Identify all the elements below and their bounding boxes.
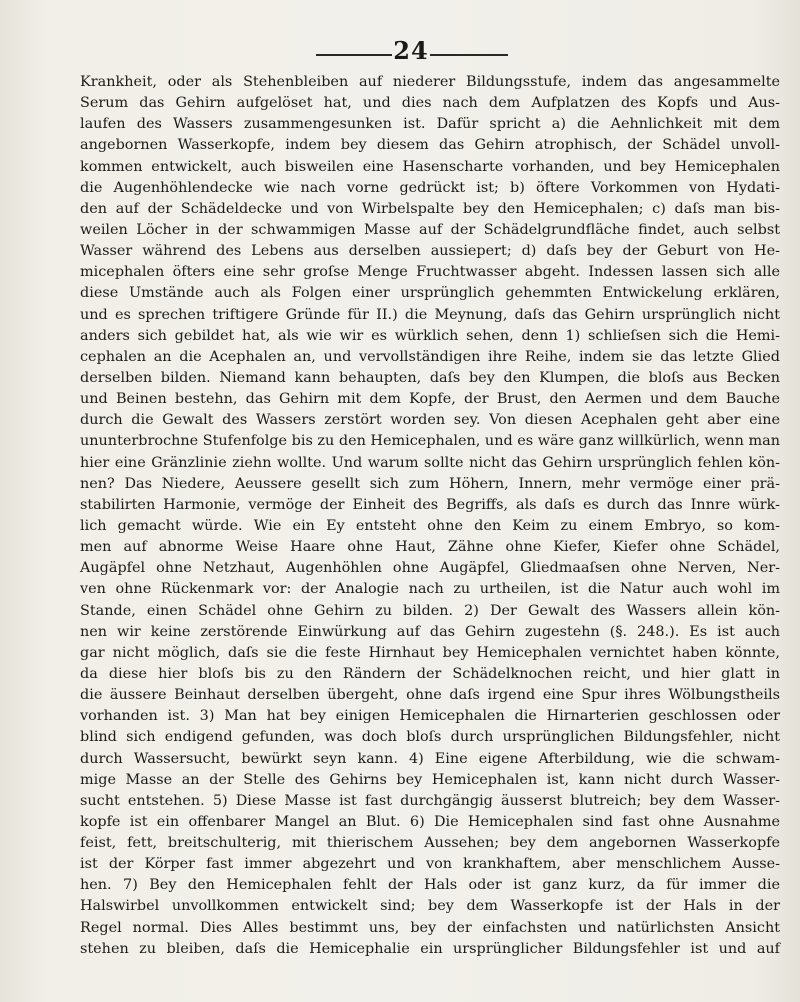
text-line: micephalen öfters eine sehr groſse Menge Fruchtwasser abgeht. Indessen lassen sich alle (80, 264, 780, 281)
text-line: blind sich endigend gefunden, was doch bloſs durch ursprünglichen Bildungsfehler, nicht (80, 729, 780, 746)
text-line: durch die Gewalt des Wassers zerstört worden sey. Von diesen Acephalen geht aber eine (80, 412, 780, 429)
text-line: Krankheit, oder als Stehenbleiben auf niederer Bildungsstufe, indem das angesammelte (80, 74, 780, 90)
text-line: ist der Körper fast immer abgezehrt und von krankhaftem, aber menschlichem Ausse- (80, 856, 780, 873)
text-line: weilen Löcher in der schwammigen Masse auf der Schädelgrundfläche findet, auch selbst (80, 221, 780, 238)
text-line: und es sprechen triftigere Gründe für II.) die Meynung, daſs das Gehirn ursprünglich nicht (80, 306, 780, 323)
text-line: anders sich gebildet hat, als wie wir es würklich sehen, denn 1) schlieſsen sich die Hemi- (80, 327, 780, 344)
text-line: Halswirbel unvollkommen entwickelt sind; bey dem Wasserkopfe ist der Hals in der (80, 898, 780, 915)
text-line: feist, fett, breitschulterig, mit thierischem Aussehen; bey dem angebornen Wasserkopfe (80, 835, 780, 852)
text-line: hen. 7) Bey den Hemicephalen fehlt der Hals oder ist ganz kurz, da für immer die (80, 877, 780, 894)
text-line: und Beinen bestehn, das Gehirn mit dem Kopfe, der Brust, den Aermen und dem Bauche (80, 391, 780, 408)
body-text (80, 72, 780, 960)
header-rule-right (430, 54, 508, 56)
text-line: mige Masse an der Stelle des Gehirns bey Hemicephalen ist, kann nicht durch Wasser- (80, 771, 780, 788)
text-line: hier eine Gränzlinie ziehn wollte. Und warum sollte nicht das Gehirn ursprünglich fehlen kön- (80, 454, 780, 471)
text-line: Serum das Gehirn aufgelöset hat, und dies nach dem Aufplatzen des Kopfs und Aus- (80, 95, 780, 112)
text-line: vorhanden ist. 3) Man hat bey einigen Hemicephalen die Hirnarterien geschlossen oder (80, 708, 780, 725)
text-line: nen? Das Niedere, Aeussere gesellt sich zum Höhern, Innern, mehr vermöge einer prä- (80, 475, 780, 492)
page-header (0, 32, 800, 68)
text-line: Wasser während des Lebens aus derselben aussiepert; d) daſs bey der Geburt von He- (80, 243, 780, 260)
text-line: Augäpfel ohne Netzhaut, Augenhöhlen ohne Augäpfel, Gliedmaaſsen ohne Nerven, Ner- (80, 560, 780, 577)
text-line: derselben bilden. Niemand kann behaupten, daſs bey den Klumpen, die bloſs aus Becken (80, 369, 780, 386)
text-line: lich gemacht würde. Wie ein Ey entsteht ohne den Keim zu einem Embryo, so kom- (80, 517, 780, 534)
text-line: laufen des Wassers zusammengesunken ist. Dafür spricht a) die Aehnlichkeit mit dem (80, 116, 780, 133)
text-line: ununterbrochne Stufenfolge bis zu den Hemicephalen, und es wäre ganz willkürlich, wenn man (80, 433, 780, 450)
text-line: kommen entwickelt, auch bisweilen eine Hasenscharte vorhanden, und bey Hemicephalen (80, 158, 780, 175)
text-line: gar nicht möglich, daſs sie die feste Hirnhaut bey Hemicephalen vernichtet haben könnte, (80, 644, 780, 661)
text-line: stabilirten Harmonie, vermöge der Einheit des Begriffs, als daſs es durch das Innre würk- (80, 496, 780, 513)
text-line: da diese hier bloſs bis zu den Rändern der Schädelknochen reicht, und hier glatt in (80, 665, 780, 682)
text-line: nen wir keine zerstörende Einwürkung auf das Gehirn zugestehn (§. 248.). Es ist auch (80, 623, 780, 640)
text-line: sucht entstehen. 5) Diese Masse ist fast durchgängig äusserst blutreich; bey dem Wasser- (80, 792, 780, 809)
text-line: durch Wassersucht, bewürkt seyn kann. 4) Eine eigene Afterbildung, wie die schwam- (80, 750, 780, 767)
text-line: die Augenhöhlendecke wie nach vorne gedrückt ist; b) öftere Vorkommen von Hydati- (80, 179, 780, 196)
text-line: den auf der Schädeldecke und von Wirbelspalte bey den Hemicephalen; c) daſs man bis- (80, 200, 780, 217)
text-line: ven ohne Rückenmark vor: der Analogie nach zu urtheilen, ist die Natur auch wohl im (80, 581, 780, 598)
text-line: Stande, einen Schädel ohne Gehirn zu bilden. 2) Der Gewalt des Wassers allein kön- (80, 602, 780, 619)
text-line: kopfe ist ein offenbarer Mangel an Blut. 6) Die Hemicephalen sind fast ohne Ausnahme (80, 813, 780, 830)
text-line: cephalen an die Acephalen an, und vervollständigen ihre Reihe, indem sie das letzte Glied (80, 348, 780, 365)
text-line: die äussere Beinhaut derselben übergeht, ohne daſs irgend eine Spur ihres Wölbungstheils (80, 687, 780, 704)
text-line: Regel normal. Dies Alles bestimmt uns, bey der einfachsten und natürlichsten Ansicht (80, 919, 780, 936)
text-line: stehen zu bleiben, daſs die Hemicephalie ein ursprünglicher Bildungsfehler ist und auf (80, 940, 780, 957)
text-line: angebornen Wasserkopfe, indem bey diesem das Gehirn atrophisch, der Schädel unvoll- (80, 137, 780, 154)
header-rule-left (316, 54, 392, 56)
page-number: 24 (393, 36, 429, 65)
text-line: men auf abnorme Weise Haare ohne Haut, Zähne ohne Kiefer, Kiefer ohne Schädel, (80, 539, 780, 556)
text-line: diese Umstände auch als Folgen einer ursprünglich gehemmten Entwickelung erklären, (80, 285, 780, 302)
